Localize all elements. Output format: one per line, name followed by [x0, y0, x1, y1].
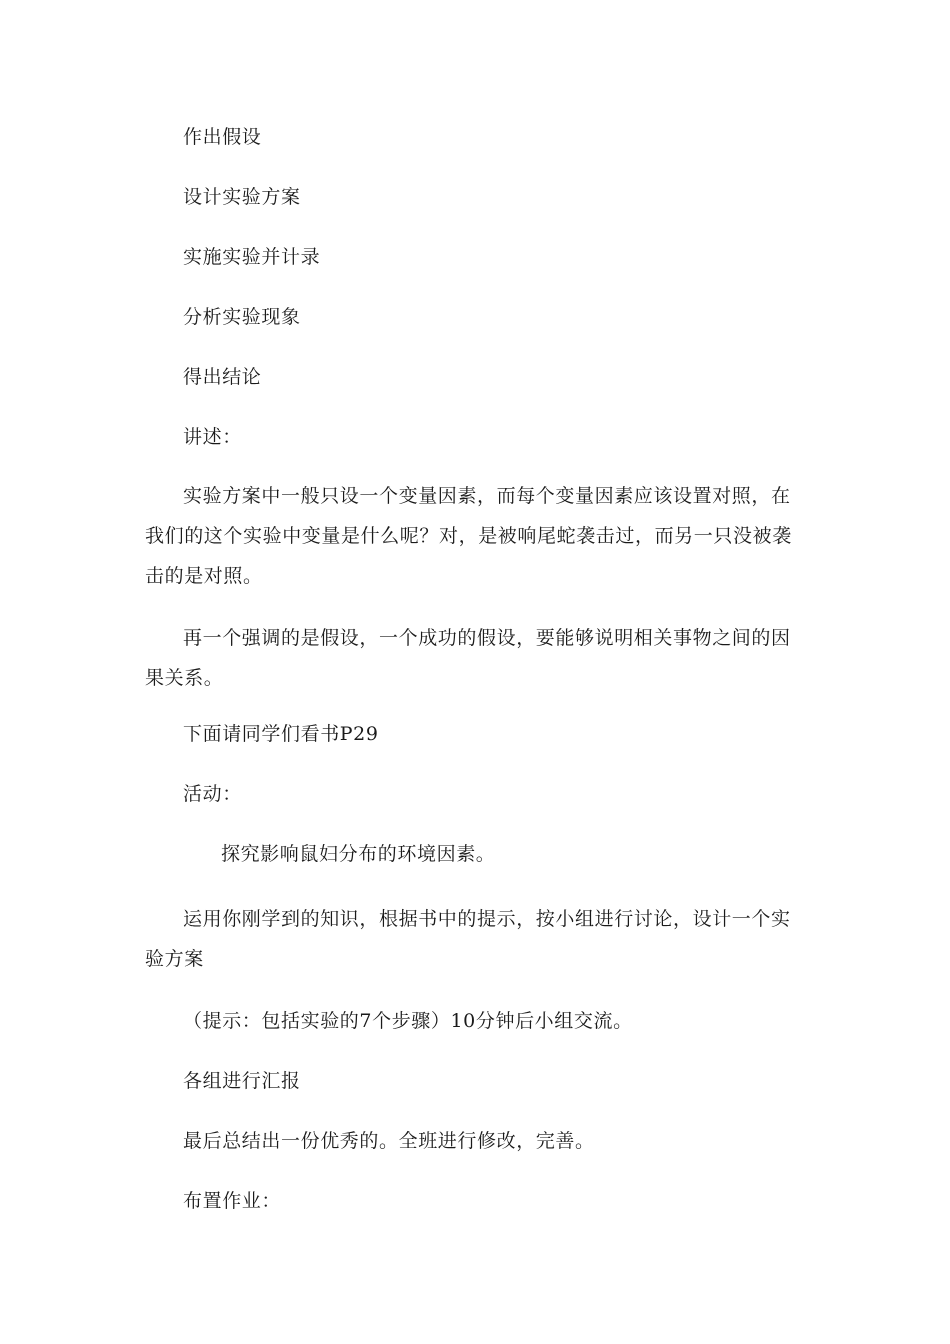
- step-hypothesis: 作出假设: [183, 126, 262, 148]
- group-discussion-paragraph: 运用你刚学到的知识，根据书中的提示，按小组进行讨论，设计一个实验方案: [145, 908, 791, 970]
- read-book-instruction: 下面请同学们看书P29: [183, 723, 379, 745]
- activity-topic: 探究影响鼠妇分布的环境因素。: [221, 843, 496, 865]
- hint-paragraph: （提示：包括实验的7个步骤）10分钟后小组交流。: [183, 1010, 633, 1032]
- narration-heading: 讲述：: [183, 426, 242, 448]
- narration-variable-paragraph: 实验方案中一般只设一个变量因素，而每个变量因素应该设置对照，在我们的这个实验中变量是什么呢？对，是被响尾蛇袭击过，而另一只没被袭击的是对照。: [145, 485, 792, 587]
- step-conclusion: 得出结论: [183, 366, 262, 388]
- summary-paragraph: 最后总结出一份优秀的。全班进行修改，完善。: [183, 1130, 595, 1152]
- hypothesis-emphasis-paragraph: 再一个强调的是假设，一个成功的假设，要能够说明相关事物之间的因果关系。: [145, 627, 791, 689]
- step-conduct-record: 实施实验并计录: [183, 246, 321, 268]
- step-design-plan: 设计实验方案: [183, 186, 301, 208]
- homework-heading: 布置作业：: [183, 1190, 282, 1212]
- activity-heading: 活动：: [183, 783, 242, 805]
- group-report: 各组进行汇报: [183, 1070, 301, 1092]
- step-analyze: 分析实验现象: [183, 306, 301, 328]
